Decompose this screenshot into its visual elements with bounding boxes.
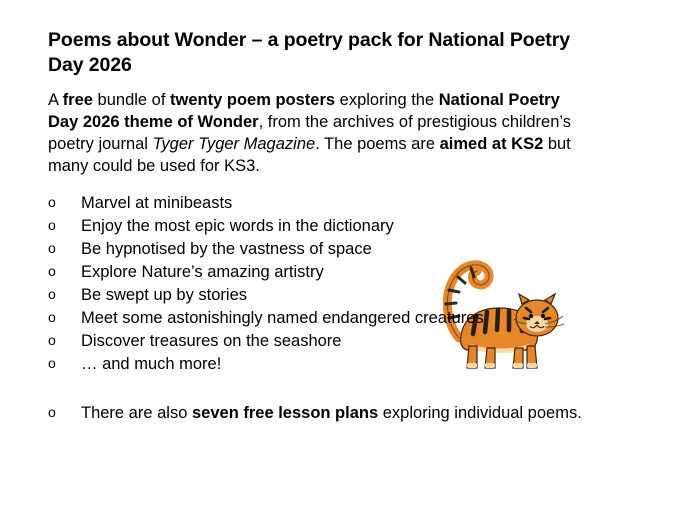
intro-bold-ks2: aimed at KS2 (439, 134, 544, 153)
list-item-label: Discover treasures on the seashore (81, 332, 342, 351)
list-item (48, 402, 626, 425)
intro-paragraph (48, 90, 593, 178)
intro-text-6: but many could be used for KS3. (48, 134, 571, 175)
bullet-icon: o (48, 355, 56, 372)
intro-text-5: . The poems are (315, 134, 440, 153)
list-item-label: Be hypnotised by the vastness of space (81, 239, 372, 258)
list-item (48, 307, 501, 330)
bullet-icon: o (48, 286, 56, 303)
page-title: Poems about Wonder – a poetry pack for National Poetry Day 2026 (48, 29, 570, 76)
bullet-icon: o (48, 239, 56, 256)
closing-text-2: exploring individual poems. (378, 404, 582, 423)
list-item-label: Marvel at minibeasts (81, 193, 233, 212)
list-item (48, 353, 501, 376)
list-item (48, 284, 501, 307)
closing-list (48, 402, 651, 425)
intro-bold-posters: twenty poem posters (170, 90, 336, 109)
list-item-label: Enjoy the most epic words in the dictionary (81, 216, 394, 235)
list-item-label: Meet some astonishingly named endangered creatures (81, 309, 484, 328)
list-item (48, 261, 501, 284)
list-item (48, 330, 501, 353)
intro-text-2: bundle of (92, 90, 171, 109)
bullet-icon: o (48, 404, 56, 421)
list-item-label: … and much more! (81, 355, 222, 374)
bullet-icon: o (48, 309, 56, 326)
list-item-label: Be swept up by stories (81, 286, 247, 305)
list-item-label: Explore Nature’s amazing artistry (81, 262, 324, 281)
list-item (48, 192, 501, 215)
bullet-icon: o (48, 262, 56, 279)
closing-bold-lessons: seven free lesson plans (191, 404, 379, 423)
intro-italic-magazine: Tyger Tyger Magazine (152, 134, 316, 153)
bullet-icon: o (48, 332, 56, 349)
intro-text-1: A (48, 90, 63, 109)
closing-text-1: There are also (81, 404, 192, 423)
bullet-icon: o (48, 193, 56, 210)
intro-bold-free: free (62, 90, 93, 109)
bullet-icon: o (48, 216, 56, 233)
features-list (48, 192, 651, 377)
intro-bold-theme: National Poetry Day 2026 theme of Wonder (48, 90, 560, 131)
intro-text-4: , from the archives of prestigious children’s poetry journal (48, 112, 572, 153)
intro-text-3: exploring the (335, 90, 439, 109)
list-item (48, 238, 501, 261)
list-spacer (48, 376, 651, 402)
list-item (48, 215, 501, 238)
